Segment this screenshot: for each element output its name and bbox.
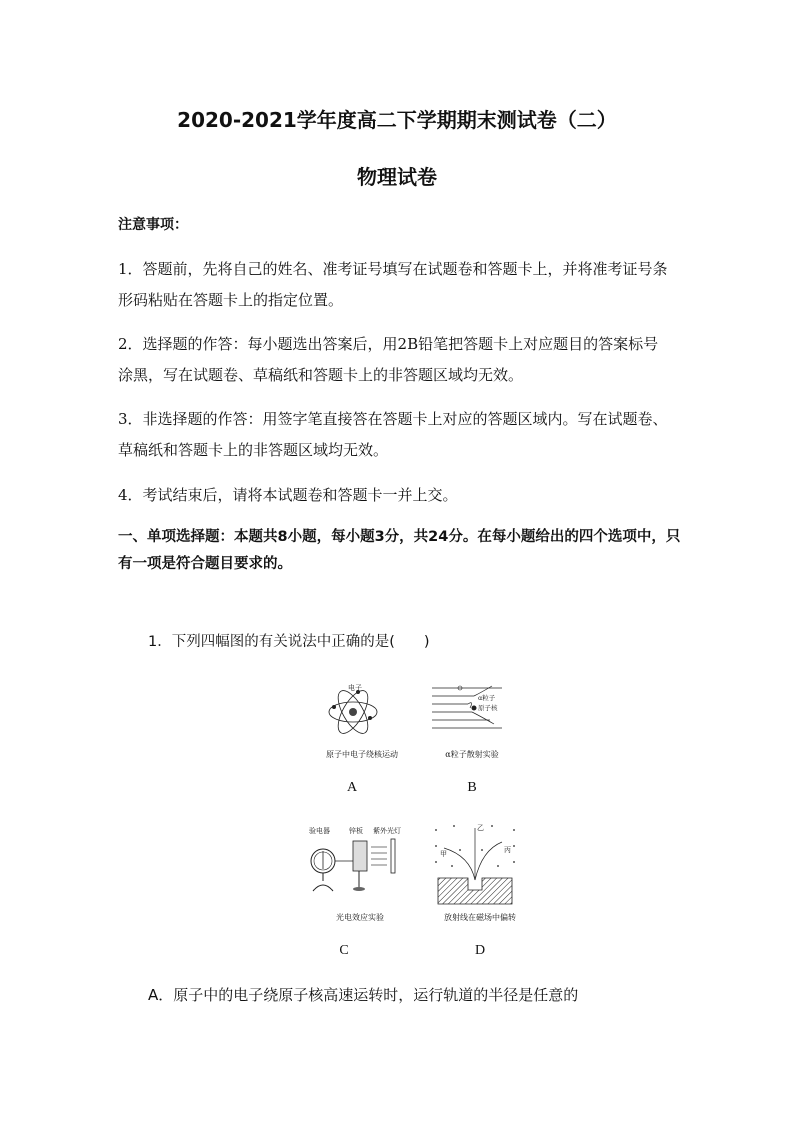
- notice-line: 草稿纸和答题卡上的非答题区域均无效。: [118, 441, 389, 459]
- figure-c-caption: 光电效应实验: [336, 913, 384, 922]
- zinc-plate-label: 锌板: [349, 827, 363, 835]
- uv-lamp-label: 紫外光灯: [373, 827, 401, 835]
- alpha-scattering-diagram: [430, 680, 510, 740]
- section-heading: 一、单项选择题：本题共8小题，每小题3分，共24分。在每小题给出的四个选项中，只: [118, 529, 681, 545]
- notice-line: 1．答题前，先将自己的姓名、准考证号填写在试题卷和答题卡上，并将准考证号条: [118, 260, 668, 278]
- notice-line: 4．考试结束后，请将本试题卷和答题卡一并上交。: [118, 486, 458, 504]
- notice-line: 2．选择题的作答：每小题选出答案后，用2B铅笔把答题卡上对应题目的答案标号: [118, 335, 659, 353]
- section-heading: 有一项是符合题目要求的。: [118, 556, 292, 572]
- alpha-label: α粒子: [478, 694, 496, 702]
- figure-a-label: A: [346, 780, 358, 795]
- question-stem: 1．下列四幅图的有关说法中正确的是( ): [148, 634, 430, 650]
- notice-line: 形码粘贴在答题卡上的指定位置。: [118, 291, 344, 309]
- notice-line: 3．非选择题的作答：用签字笔直接答在答题卡上对应的答题区域内。写在试题卷、: [118, 410, 668, 428]
- electroscope-label: 验电器: [309, 827, 330, 835]
- figure-d-label: D: [474, 943, 486, 958]
- nucleus-label: 原子核: [478, 704, 498, 712]
- figure-c-label: C: [339, 943, 349, 958]
- figure-b-label: B: [467, 780, 477, 795]
- atom-diagram: [320, 680, 400, 740]
- figure-photoelectric: [305, 823, 415, 903]
- notice-line: 涂黑，写在试题卷、草稿纸和答题卡上的非答题区域均无效。: [118, 366, 524, 384]
- electron-label: 电子: [348, 684, 362, 692]
- ray-b-label: 乙: [477, 824, 484, 832]
- figure-a-caption: 原子中电子绕核运动: [326, 750, 398, 759]
- figure-d-caption: 放射线在磁场中偏转: [444, 913, 516, 922]
- ray-a-label: 甲: [440, 850, 447, 858]
- page-title: 2020-2021学年度高二下学期期末测试卷（二）: [177, 108, 617, 132]
- radiation-diagram: [430, 820, 520, 905]
- figure-alpha-scattering: [430, 680, 510, 740]
- option-a: A．原子中的电子绕原子核高速运转时，运行轨道的半径是任意的: [148, 986, 579, 1004]
- page-subtitle: 物理试卷: [357, 165, 437, 189]
- figure-radiation: [430, 820, 520, 905]
- figure-b-caption: α粒子散射实验: [445, 750, 499, 759]
- ray-c-label: 丙: [504, 846, 511, 854]
- photoelectric-diagram: [305, 823, 415, 903]
- figure-atom: [320, 680, 400, 740]
- notice-heading: 注意事项：: [118, 217, 188, 233]
